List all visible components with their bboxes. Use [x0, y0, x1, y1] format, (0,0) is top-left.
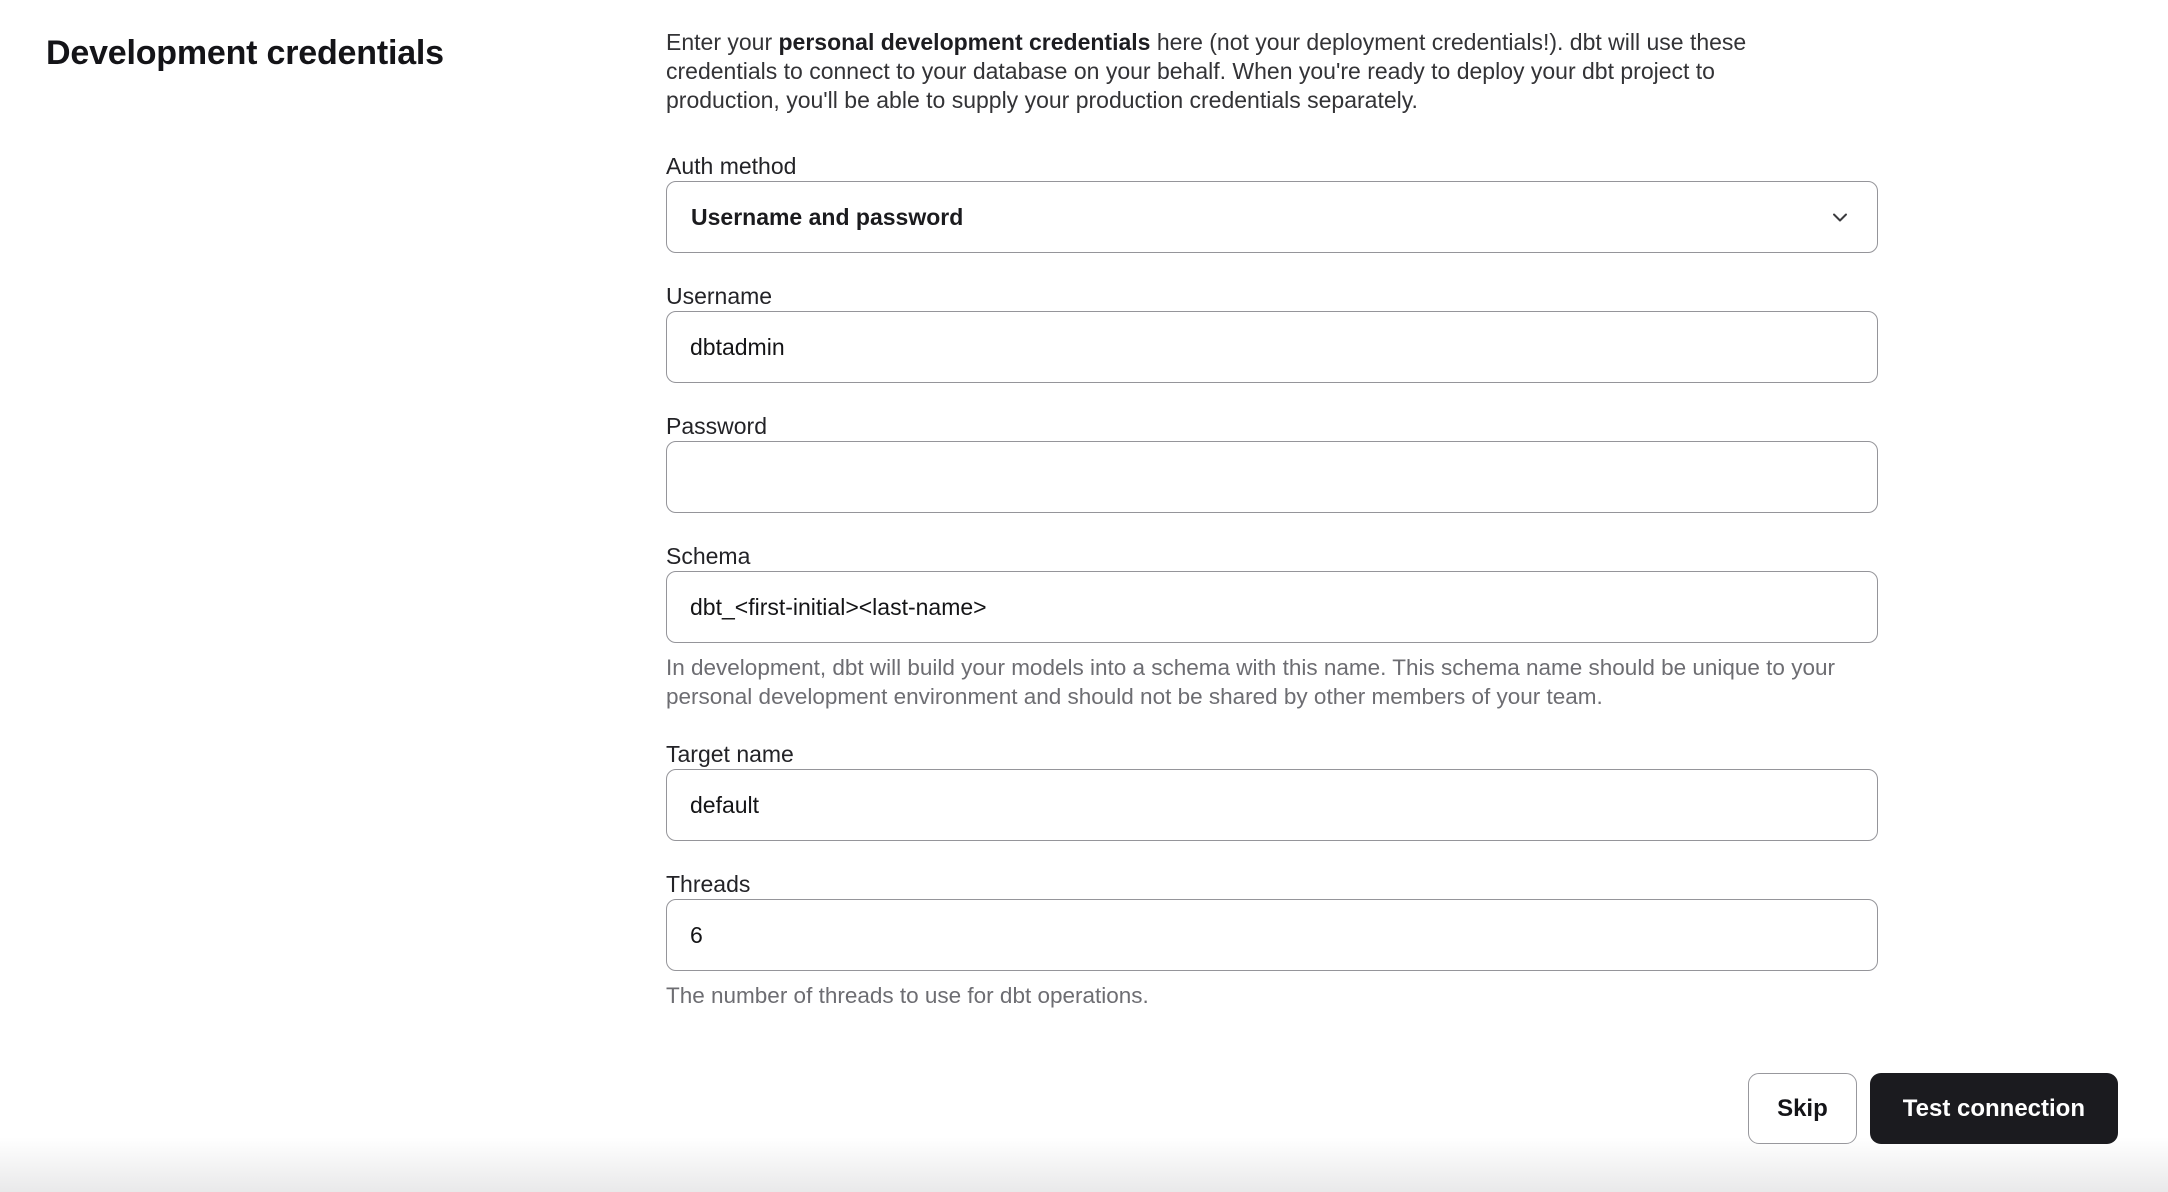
schema-help-text: In development, dbt will build your models into a schema with this name. This schema name should be unique to your personal development environment and should not be shared by other members of your team.: [666, 655, 1835, 709]
description-lead: Enter your: [666, 29, 779, 55]
username-field: [666, 283, 1878, 383]
target-name-label: Target name: [666, 741, 794, 767]
target-name-input[interactable]: [666, 769, 1878, 841]
password-field: [666, 413, 1878, 513]
test-connection-button[interactable]: Test connection: [1870, 1073, 2118, 1144]
threads-help-text: The number of threads to use for dbt operations.: [666, 983, 1149, 1008]
threads-field: [666, 871, 1878, 1010]
page-title: Development credentials: [46, 34, 444, 72]
auth-method-label: Auth method: [666, 153, 797, 179]
bottom-gradient-fade: [0, 1137, 2168, 1192]
skip-button[interactable]: Skip: [1748, 1073, 1857, 1144]
section-description: [666, 28, 1834, 115]
threads-label: Threads: [666, 871, 751, 897]
auth-method-select[interactable]: [666, 181, 1878, 253]
target-name-field: [666, 741, 1878, 841]
schema-label: Schema: [666, 543, 751, 569]
chevron-down-icon: [1828, 205, 1852, 229]
threads-input[interactable]: [666, 899, 1878, 971]
footer-actions: [1748, 1073, 2118, 1144]
description-emphasis: personal development credentials: [778, 29, 1151, 55]
auth-method-selected-value: Username and password: [691, 203, 964, 230]
schema-field: [666, 543, 1878, 711]
username-label: Username: [666, 283, 773, 309]
schema-input[interactable]: [666, 571, 1878, 643]
credentials-form: [666, 28, 1878, 1040]
description-rest: here (not your deployment credentials!). dbt will use these credentials to connect to your database on your behalf. When you're ready to deploy your dbt project to production, you'll be able to supply your production credentials separately.: [666, 29, 1747, 113]
auth-method-field: [666, 153, 1878, 253]
password-input[interactable]: [666, 441, 1878, 513]
username-input[interactable]: [666, 311, 1878, 383]
section-header-column: [46, 28, 666, 73]
password-label: Password: [666, 413, 767, 439]
